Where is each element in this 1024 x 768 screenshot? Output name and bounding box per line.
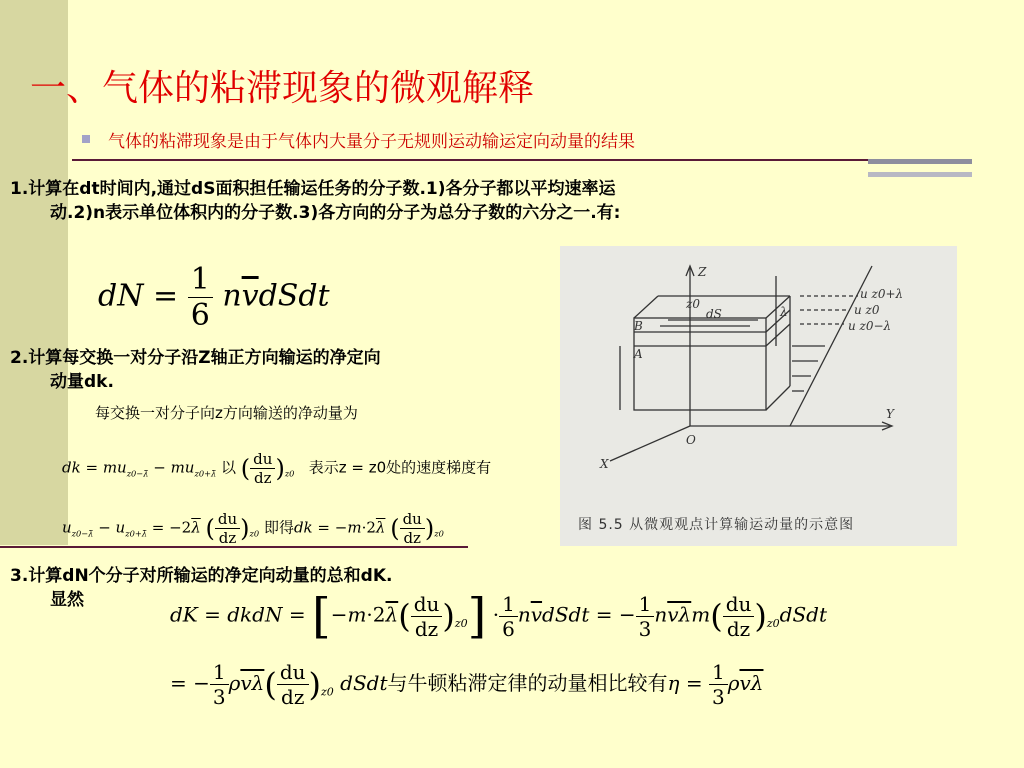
- text-compare: 与牛顿粘滞定律的动量相比较有: [387, 671, 668, 695]
- section-2-line-2: 动量dk.: [50, 372, 114, 392]
- text-yi: 以: [221, 458, 237, 477]
- equation-dK: dK = dkdN = [$-m\cdot 2\overline{\lambda}$( $\frac{du}{dz}$ )$_{z0}$] · $\frac{1}{6}$ $n\overline{v}dSdt$ = − $\frac{1}{3}$ $n\overline{v\lambda}m$( $\frac{du}{dz}$ )$_{z0}dSdt$: [170, 588, 827, 644]
- section-1: [10, 177, 810, 225]
- figure-caption: 图 5.5 从微观观点计算输运动量的示意图: [578, 517, 855, 533]
- decorative-bar: [868, 172, 972, 177]
- equation-u-difference: $u_{z0-\lambdā} - u_{z0+\lambdā} = -2\overline{\lambda}$ ( $\frac{du}{dz}$ )$_{z0}$ 即得dk = $-m\cdot 2\overline{\lambda}$ ( $\frac{du}{dz}$ )$_{z0}$: [62, 510, 444, 547]
- diagram-figure: [560, 246, 957, 546]
- bullet-square-icon: [82, 135, 90, 143]
- section-2: [10, 346, 530, 394]
- u-mid-label: u z0: [854, 303, 880, 317]
- equation-viscosity: = − $\frac{1}{3}$ $\rho\overline{v\lambda}$( $\frac{du}{dz}$ )$_{z0}$ dSdt与牛顿粘滞定律的动量相比较有η = $\frac{1}{3}$ $\rho\overline{v\lambda}$: [170, 660, 764, 709]
- momentum-transport-diagram: [560, 246, 957, 546]
- top-divider-line: [72, 159, 972, 161]
- plane-b-label: B: [634, 319, 643, 333]
- ds-label: dS: [706, 307, 722, 321]
- z-axis-label: Z: [698, 265, 707, 279]
- decorative-bar: [868, 159, 972, 164]
- z0-label: z0: [686, 297, 700, 311]
- net-momentum-note: 每交换一对分子向z方向输送的净动量为: [95, 404, 358, 422]
- x-axis-label: X: [600, 457, 609, 471]
- section-3-line-2: 显然: [50, 590, 84, 610]
- section-1-line-2: 动.2)n表示单位体积内的分子数.3)各方向的分子为总分子数的六分之一.有:: [50, 203, 621, 223]
- equation-dN: dN = $\frac{1}{6}$ $n\overline{v}dSdt$: [98, 262, 330, 333]
- equation-dk: dk = $mu_{z0-\lambdā} - mu_{z0+\lambdā}$ 以 ( $\frac{du}{dz}$ )$_{z0}$ 表示z = z0处的速度梯度有: [62, 450, 492, 487]
- u-top-label: u z0+λ: [860, 287, 904, 301]
- section-3-line-1: 3.计算dN个分子对所输运的净定向动量的总和dK.: [10, 566, 393, 586]
- y-axis-label: Y: [886, 407, 894, 421]
- slide-title: 一、气体的粘滞现象的微观解释: [30, 68, 535, 109]
- fraction-one-sixth: $\frac{1}{6}$: [188, 262, 213, 333]
- lambda-label: λ: [780, 305, 788, 319]
- section-1-line-1: 1.计算在dt时间内,通过dS面积担任输运任务的分子数.1)各分子都以平均速率运: [10, 179, 616, 199]
- plane-a-label: A: [634, 347, 643, 361]
- u-bottom-label: u z0−λ: [848, 319, 892, 333]
- origin-label: O: [686, 433, 696, 447]
- text-biaoshi: 表示z = z0处的速度梯度有: [308, 458, 492, 477]
- section-2-line-1: 2.计算每交换一对分子沿Z轴正方向输运的净定向: [10, 348, 381, 368]
- text-jide: 即得: [263, 518, 294, 537]
- bullet-text: 气体的粘滞现象是由于气体内大量分子无规则运动输运定向动量的结果: [108, 132, 635, 152]
